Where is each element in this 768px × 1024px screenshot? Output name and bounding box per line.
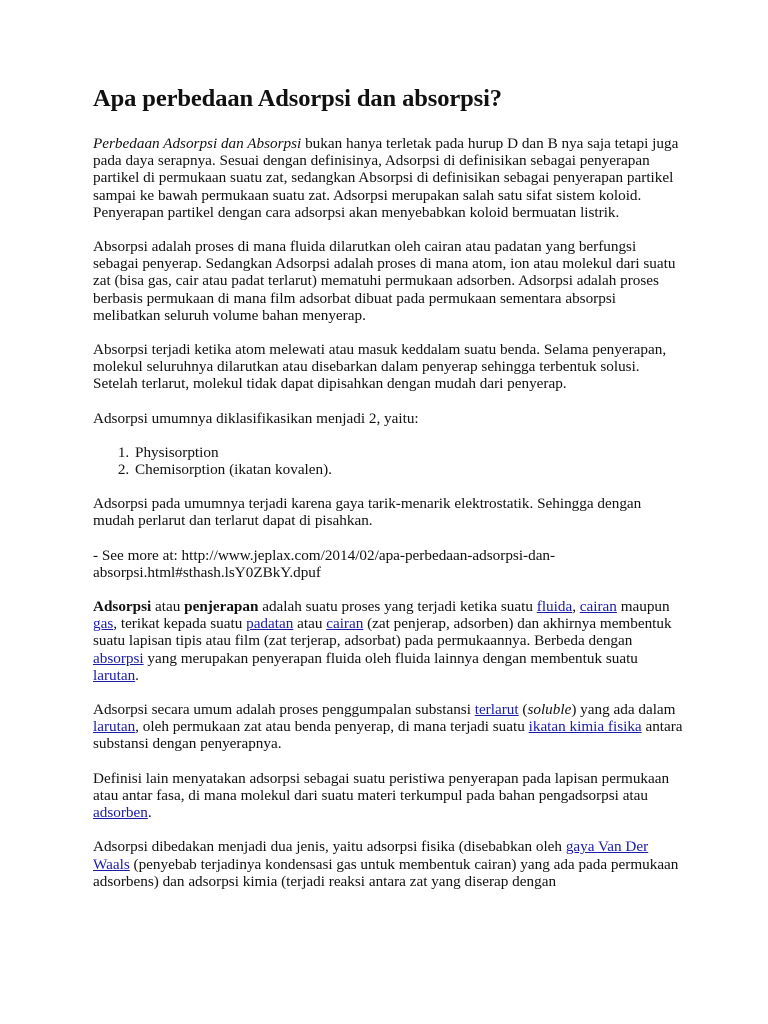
- link-terlarut[interactable]: terlarut: [474, 701, 519, 719]
- link-larutan-2[interactable]: larutan: [93, 718, 136, 736]
- italic-term: Perbedaan Adsorpsi dan Absorpsi: [93, 135, 302, 152]
- link-larutan[interactable]: larutan: [93, 666, 136, 684]
- page-title: Apa perbedaan Adsorpsi dan absorpsi?: [93, 85, 502, 112]
- paragraph-absorpsi-definition: Absorpsi adalah proses di mana fluida dilarutkan oleh cairan atau padatan yang berfungsi sebagai penyerap. Sedangkan Adsorpsi adalah proses di mana atom, ion atau molekul dari suatu zat (bisa gas, cair atau padat terlarut) mematuhi permukaan adsorben. Adsorpsi adalah proses berbasis permukaan di mana film adsorbat dibuat pada permukaan sementara absorpsi melibatkan seluruh volume bahan menyerap.: [93, 238, 676, 324]
- source-note: - See more at: http://www.jeplax.com/2014/02/apa-perbedaan-adsorpsi-dan-absorpsi.html#sthash.lsY0ZBkY.dpuf: [93, 546, 556, 581]
- paragraph-intro: Perbedaan Adsorpsi dan Absorpsi bukan hanya terletak pada hurup D dan B nya saja tetapi juga pada daya serapnya. Sesuai dengan definisinya, Adsorpsi di definisikan sebagai penyerapan partikel di permukaan suatu zat, sedangkan Absorpsi di definisikan sebagai penyerapan partikel sampai ke bawah permukaan suatu zat. Adsorpsi merupakan salah satu sifat sistem koloid. Penyerapan partikel dengan cara adsorpsi akan menyebabkan koloid bermuatan listrik.: [93, 135, 679, 221]
- paragraph-other-definition: Definisi lain menyatakan adsorpsi sebagai suatu peristiwa penyerapan pada lapisan permukaan atau antar fasa, di mana molekul dari suatu materi terkumpul pada bahan pengadsorpsi atau adsorben.: [93, 769, 670, 822]
- link-padatan[interactable]: padatan: [246, 615, 294, 633]
- list-item: 2. Chemisorption (ikatan kovalen).: [133, 461, 683, 478]
- paragraph-adsorpsi-wiki: Adsorpsi atau penjerapan adalah suatu proses yang terjadi ketika suatu fluida, cairan maupun gas, terikat kepada suatu padatan atau cairan (zat penjerap, adsorben) dan akhirnya membentuk suatu lapisan tipis atau film (zat terjerap, adsorbat) pada permukaannya. Berbeda dengan absorpsi yang merupakan penyerapan fluida oleh fluida lainnya dengan membentuk suatu larutan.: [93, 598, 672, 684]
- link-fluida[interactable]: fluida: [536, 598, 573, 616]
- classification-list: [93, 444, 683, 478]
- paragraph-classification: Adsorpsi umumnya diklasifikasikan menjadi 2, yaitu:: [93, 409, 419, 427]
- link-gaya-van-der-waals[interactable]: gaya Van Der Waals: [93, 838, 649, 873]
- link-cairan-2[interactable]: cairan: [326, 615, 364, 633]
- link-absorpsi[interactable]: absorpsi: [93, 649, 144, 667]
- link-gas[interactable]: gas: [93, 615, 114, 633]
- link-cairan[interactable]: cairan: [579, 598, 617, 616]
- paragraph-electrostatic: Adsorpsi pada umumnya terjadi karena gaya tarik-menarik elektrostatik. Sehingga dengan mudah perlarut dan terlarut dapat di pisahkan.: [93, 495, 642, 530]
- paragraph-general: Adsorpsi secara umum adalah proses penggumpalan substansi terlarut (soluble) yang ada dalam larutan, oleh permukaan zat atau benda penyerap, di mana terjadi suatu ikatan kimia fisika antara substansi dengan penyerapnya.: [93, 701, 683, 753]
- paragraph-absorpsi-process: Absorpsi terjadi ketika atom melewati atau masuk keddalam suatu benda. Selama penyerapan, molekul seluruhnya dilarutkan atau disebarkan dalam penyerap sehingga terbentuk solusi. Setelah terlarut, molekul tidak dapat dipisahkan dengan mudah dari penyerap.: [93, 341, 667, 393]
- link-ikatan-kimia-fisika[interactable]: ikatan kimia fisika: [528, 718, 642, 736]
- link-adsorben[interactable]: adsorben: [93, 804, 148, 822]
- list-item: 1. Physisorption: [133, 444, 683, 461]
- paragraph-types: Adsorpsi dibedakan menjadi dua jenis, yaitu adsorpsi fisika (disebabkan oleh gaya Van Der Waals (penyebab terjadinya kondensasi gas untuk membentuk cairan) yang ada pada permukaan adsorbens) dan adsorpsi kimia (terjadi reaksi antara zat yang diserap dengan: [93, 838, 679, 890]
- document-page: [93, 84, 683, 907]
